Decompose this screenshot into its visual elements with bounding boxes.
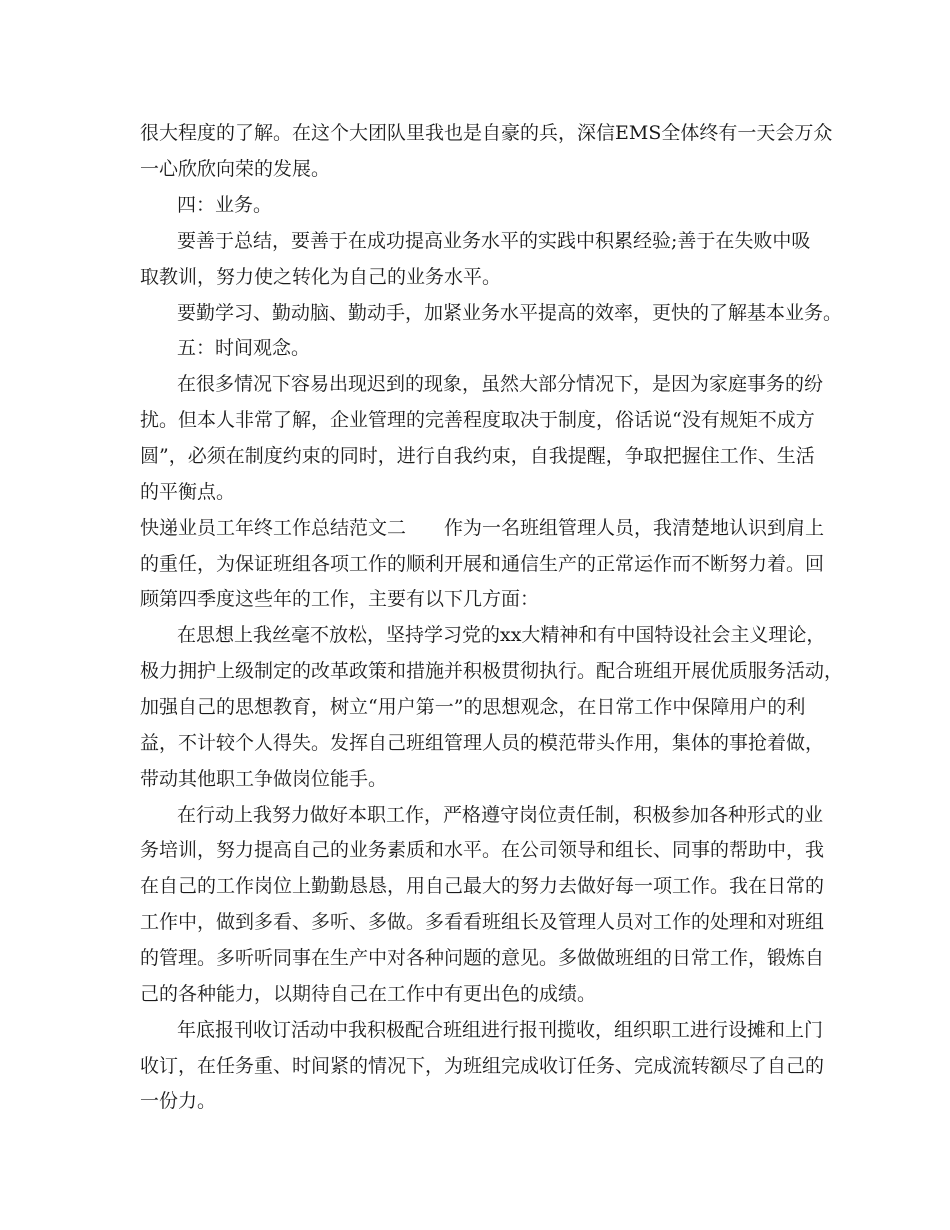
text-line: 的平衡点。	[140, 481, 236, 503]
text-line: 顾第四季度这些年的工作，主要有以下几方面：	[140, 588, 540, 610]
text-line: 在思想上我丝毫不放松，坚持学习党的xx大精神和有中国特设社会主义理论，	[177, 624, 826, 646]
text-line: 极力拥护上级制定的改革政策和措施并积极贯彻执行。配合班组开展优质服务活动，	[140, 660, 844, 682]
text-line: 的管理。多听听同事在生产中对各种问题的意见。多做做班组的日常工作，锻炼自	[140, 947, 825, 969]
text-line: 己的各种能力，以期待自己在工作中有更出色的成绩。	[140, 983, 597, 1005]
text-line: 扰。但本人非常了解，企业管理的完善程度取决于制度，俗话说“没有规矩不成方	[140, 409, 815, 431]
text-line: 年底报刊收订活动中我积极配合班组进行报刊揽收，组织职工进行设摊和上门	[177, 1019, 824, 1041]
section-heading: 五：时间观念。	[177, 337, 311, 359]
section-heading: 四：业务。	[177, 194, 273, 216]
text-line: 加强自己的思想教育，树立“用户第一”的思想观念，在日常工作中保障用户的利	[140, 696, 806, 718]
text-line: 要勤学习、勤动脑、勤动手，加紧业务水平提高的效率，更快的了解基本业务。	[177, 302, 843, 324]
text-line: 的重任，为保证班组各项工作的顺利开展和通信生产的正常运作而不断努力着。回	[140, 553, 825, 575]
text-line: 务培训，努力提高自己的业务素质和水平。在公司领导和组长、同事的帮助中，我	[140, 839, 825, 861]
text-line: 一份力。	[140, 1090, 217, 1112]
text-line: 圆”，必须在制度约束的同时，进行自我约束，自我提醒，争取把握住工作、生活	[140, 445, 815, 467]
text-line: 收订，在任务重、时间紧的情况下，为班组完成收订任务、完成流转额尽了自己的	[140, 1055, 825, 1077]
text-line: 快递业员工年终工作总结范文二 作为一名班组管理人员，我清楚地认识到肩上	[140, 517, 825, 539]
text-line: 带动其他职工争做岗位能手。	[140, 768, 388, 790]
text-line: 在行动上我努力做好本职工作，严格遵守岗位责任制，积极参加各种形式的业	[177, 804, 824, 826]
text-line: 工作中，做到多看、多听、多做。多看看班组长及管理人员对工作的处理和对班组	[140, 911, 825, 933]
text-line: 取教训，努力使之转化为自己的业务水平。	[140, 266, 502, 288]
text-line: 益，不计较个人得失。发挥自己班组管理人员的模范带头作用，集体的事抢着做，	[140, 732, 825, 754]
text-line: 一心欣欣向荣的发展。	[140, 158, 331, 180]
text-line: 在很多情况下容易出现迟到的现象，虽然大部分情况下，是因为家庭事务的纷	[177, 373, 824, 395]
text-line: 很大程度的了解。在这个大团队里我也是自豪的兵，深信EMS全体终有一天会万众	[140, 122, 833, 144]
text-line: 在自己的工作岗位上勤勤恳恳，用自己最大的努力去做好每一项工作。我在日常的	[140, 875, 825, 897]
text-line: 要善于总结，要善于在成功提高业务水平的实践中积累经验;善于在失败中吸	[177, 230, 811, 252]
